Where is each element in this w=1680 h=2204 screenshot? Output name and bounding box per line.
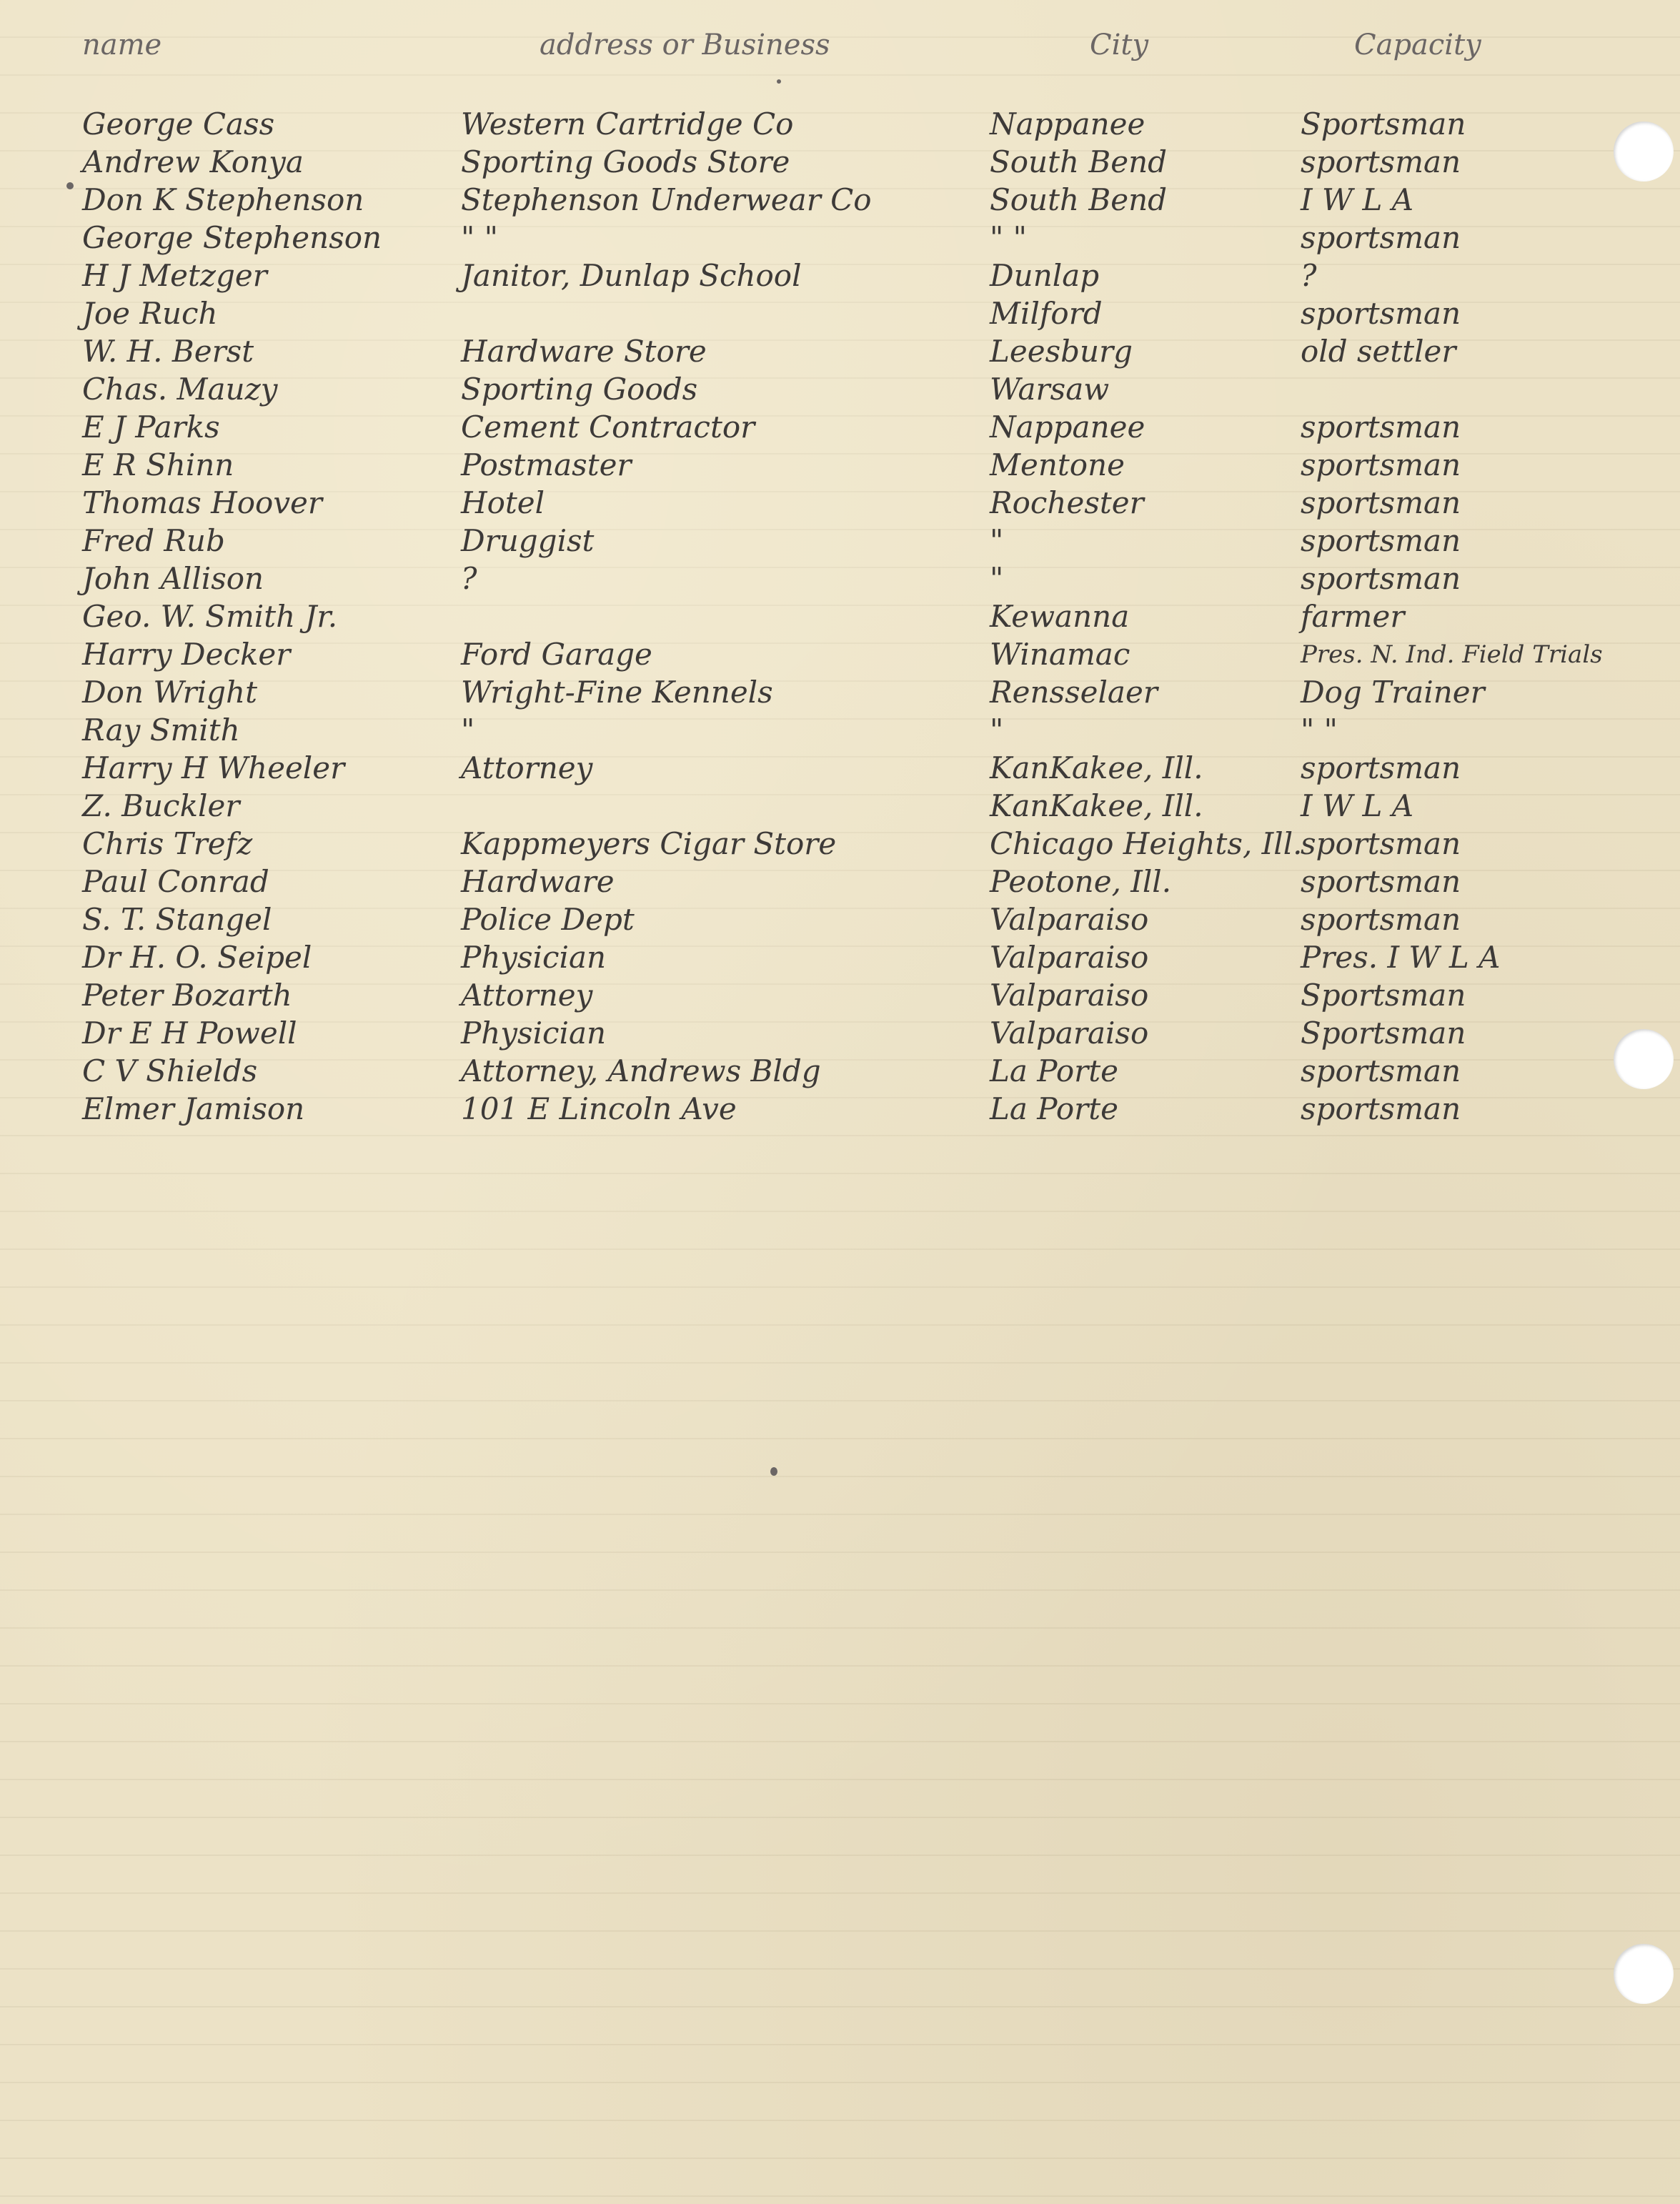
entry-name: Elmer Jamison — [82, 1091, 305, 1126]
entry-city: Kewanna — [990, 599, 1130, 634]
entry-address: Sporting Goods — [461, 372, 698, 407]
entry-name: E J Parks — [82, 409, 220, 445]
entry-name: H J Metzger — [82, 258, 267, 293]
entry-capacity: Pres. I W L A — [1301, 940, 1501, 975]
header-name: name — [82, 29, 162, 61]
ink-mark — [66, 182, 74, 189]
entry-capacity: Pres. N. Ind. Field Trials — [1301, 640, 1603, 669]
entry-capacity: " " — [1301, 713, 1338, 748]
entry-name: Chas. Mauzy — [82, 372, 278, 407]
entry-address: " " — [461, 220, 498, 255]
entry-name: George Cass — [82, 106, 275, 142]
entry-name: Fred Rub — [82, 523, 225, 558]
ink-mark — [777, 79, 781, 84]
ink-mark — [770, 1467, 777, 1476]
entry-capacity: Sportsman — [1301, 1016, 1466, 1051]
entry-address: Druggist — [461, 523, 595, 558]
entry-name: Don K Stephenson — [82, 182, 364, 217]
entry-address: Sporting Goods Store — [461, 144, 790, 179]
entry-name: George Stephenson — [82, 220, 382, 255]
entry-name: Harry Decker — [82, 637, 291, 672]
entry-address: Attorney — [461, 978, 593, 1013]
entry-name: C V Shields — [82, 1053, 258, 1088]
entry-city: La Porte — [990, 1091, 1118, 1126]
entry-city: KanKakee, Ill. — [990, 750, 1203, 785]
entry-capacity: farmer — [1301, 599, 1405, 634]
entry-address: Hardware Store — [461, 334, 707, 369]
entry-address — [461, 788, 961, 825]
entry-city: Milford — [990, 296, 1103, 331]
header-capacity: Capacity — [1354, 29, 1481, 61]
punch-hole-top — [1614, 121, 1674, 182]
entry-name: Harry H Wheeler — [82, 750, 345, 785]
entry-capacity: I W L A — [1301, 182, 1414, 217]
entry-address: Kappmeyers Cigar Store — [461, 826, 837, 861]
entry-address — [461, 295, 961, 332]
entry-capacity: sportsman — [1301, 864, 1461, 899]
entry-city: Peotone, Ill. — [990, 864, 1172, 899]
entry-city: " — [990, 713, 1004, 748]
entry-name: Geo. W. Smith Jr. — [82, 599, 338, 634]
entry-address: " — [461, 713, 475, 748]
entry-address — [461, 598, 961, 635]
entry-capacity: sportsman — [1301, 523, 1461, 558]
entry-name: S. T. Stangel — [82, 902, 272, 937]
entry-city: South Bend — [990, 182, 1168, 217]
entry-address: Hardware — [461, 864, 615, 899]
entry-capacity: sportsman — [1301, 561, 1461, 596]
entry-name: Joe Ruch — [82, 296, 218, 331]
entry-address: Ford Garage — [461, 637, 652, 672]
entry-city: Rochester — [990, 485, 1144, 520]
entry-capacity: sportsman — [1301, 447, 1461, 482]
entry-city: Warsaw — [990, 372, 1110, 407]
entry-capacity — [1301, 371, 1658, 408]
entry-address: Western Cartridge Co — [461, 106, 794, 142]
entry-city: KanKakee, Ill. — [990, 788, 1203, 823]
entry-capacity: sportsman — [1301, 902, 1461, 937]
header-address: address or Business — [540, 29, 830, 61]
entry-address: Cement Contractor — [461, 409, 755, 445]
entry-city: Nappanee — [990, 409, 1145, 445]
entry-name: Ray Smith — [82, 713, 240, 748]
entry-capacity: ? — [1301, 258, 1317, 293]
entry-capacity: sportsman — [1301, 826, 1461, 861]
entry-name: Z. Buckler — [82, 788, 240, 823]
entry-name: Don Wright — [82, 675, 257, 710]
entry-address: Physician — [461, 940, 607, 975]
entry-city: Nappanee — [990, 106, 1145, 142]
entry-address: Stephenson Underwear Co — [461, 182, 872, 217]
entry-capacity: Sportsman — [1301, 978, 1466, 1013]
entry-city: Mentone — [990, 447, 1125, 482]
entry-name: E R Shinn — [82, 447, 234, 482]
entry-city: Dunlap — [990, 258, 1100, 293]
entry-capacity: sportsman — [1301, 750, 1461, 785]
entry-address: Postmaster — [461, 447, 632, 482]
entry-name: W. H. Berst — [82, 334, 254, 369]
entry-capacity: old settler — [1301, 334, 1456, 369]
entry-name: Andrew Konya — [82, 144, 304, 179]
entry-name: Dr E H Powell — [82, 1016, 297, 1051]
entry-address: Attorney, Andrews Bldg — [461, 1053, 821, 1088]
entry-city: " — [990, 561, 1004, 596]
entry-city: Rensselaer — [990, 675, 1158, 710]
entry-name: Peter Bozarth — [82, 978, 292, 1013]
entry-address: Janitor, Dunlap School — [461, 258, 802, 293]
entry-name: Paul Conrad — [82, 864, 269, 899]
entry-city: " " — [990, 220, 1027, 255]
entry-capacity: sportsman — [1301, 296, 1461, 331]
entry-capacity: Sportsman — [1301, 106, 1466, 142]
entry-capacity: sportsman — [1301, 220, 1461, 255]
entry-capacity: sportsman — [1301, 1091, 1461, 1126]
entry-address: ? — [461, 561, 477, 596]
entry-address: Police Dept — [461, 902, 635, 937]
entry-capacity: Dog Trainer — [1301, 675, 1485, 710]
punch-hole-bottom — [1614, 1944, 1674, 2004]
entry-capacity: I W L A — [1301, 788, 1414, 823]
punch-hole-middle — [1614, 1029, 1674, 1089]
entry-name: Chris Trefz — [82, 826, 253, 861]
entry-name: Dr H. O. Seipel — [82, 940, 312, 975]
entry-city: South Bend — [990, 144, 1168, 179]
entry-capacity: sportsman — [1301, 409, 1461, 445]
entry-address: Physician — [461, 1016, 607, 1051]
entry-city: " — [990, 523, 1004, 558]
entry-city: Winamac — [990, 637, 1130, 672]
entry-city: Valparaiso — [990, 902, 1149, 937]
entry-address: Attorney — [461, 750, 593, 785]
entry-capacity: sportsman — [1301, 1053, 1461, 1088]
entry-name: John Allison — [82, 561, 264, 596]
entry-city: Leesburg — [990, 334, 1133, 369]
entry-city: Valparaiso — [990, 978, 1149, 1013]
entry-address: Wright-Fine Kennels — [461, 675, 773, 710]
entry-city: Chicago Heights, Ill. — [990, 826, 1303, 861]
header-city: City — [1090, 29, 1149, 61]
entry-address: Hotel — [461, 485, 545, 520]
entry-capacity: sportsman — [1301, 144, 1461, 179]
entry-name: Thomas Hoover — [82, 485, 322, 520]
entry-address: 101 E Lincoln Ave — [461, 1091, 737, 1126]
entry-city: La Porte — [990, 1053, 1118, 1088]
entry-city: Valparaiso — [990, 940, 1149, 975]
entry-city: Valparaiso — [990, 1016, 1149, 1051]
entry-capacity: sportsman — [1301, 485, 1461, 520]
